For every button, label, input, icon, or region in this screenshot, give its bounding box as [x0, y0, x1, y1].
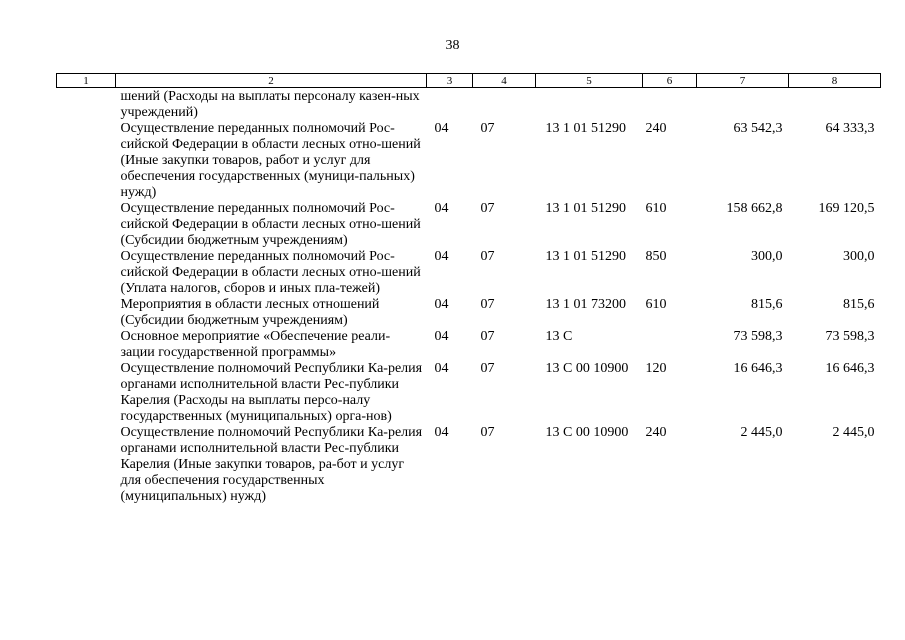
expense-name: Осуществление переданных полномочий Рос-сийской Федерации в области лесных отно-шений (Уплата налогов, сборов и иных пла-тежей) [120, 249, 421, 296]
amount-col7: 815,6 [751, 297, 783, 312]
expense-name: Осуществление полномочий Республики Ка-релия органами исполнительной власти Рес-публики Карелия (Иные закупки товаров, ра-бот и услуг для обеспечения государственных (муниципальных) нужд) [120, 425, 423, 504]
table-row [57, 297, 881, 329]
column-header: 4 [473, 74, 536, 88]
table-row [57, 425, 881, 505]
column-header: 5 [536, 74, 643, 88]
amount-col7 [697, 88, 789, 122]
cell-col1 [57, 249, 116, 297]
cell-col1 [57, 121, 116, 201]
table-row [57, 88, 881, 122]
column-header: 3 [427, 74, 473, 88]
subsection-code: 07 [480, 297, 495, 312]
expense-name: Осуществление переданных полномочий Рос-сийской Федерации в области лесных отно-шений (Иные закупки товаров, работ и услуг для обеспечения государственных (муници-пальных) нужд) [120, 121, 421, 200]
amount-col8: 64 333,3 [825, 121, 875, 136]
column-header: 6 [643, 74, 697, 88]
amount-col7: 2 445,0 [740, 425, 783, 440]
amount-col8: 2 445,0 [832, 425, 875, 440]
subsection-code: 07 [480, 121, 495, 136]
subsection-code: 07 [480, 361, 495, 376]
section-code: 04 [434, 201, 449, 216]
amount-col7: 73 598,3 [733, 329, 783, 344]
expense-name: Осуществление переданных полномочий Рос-сийской Федерации в области лесных отно-шений (Субсидии бюджетным учреждениям) [120, 201, 421, 248]
expense-type-code: 120 [645, 361, 667, 376]
column-header: 1 [57, 74, 116, 88]
table-row [57, 361, 881, 425]
column-header: 7 [697, 74, 789, 88]
expense-type-code: 610 [645, 201, 667, 216]
budget-table [56, 73, 881, 505]
subsection-code: 07 [480, 329, 495, 344]
target-article-code [536, 88, 643, 122]
expense-name: шений (Расходы на выплаты персоналу казен-ных учреждений) [120, 89, 420, 120]
target-article-code: 13 1 01 73200 [545, 297, 626, 312]
subsection-code: 07 [480, 249, 495, 264]
section-code: 04 [434, 249, 449, 264]
table-row [57, 329, 881, 361]
cell-col1 [57, 201, 116, 249]
amount-col8: 169 120,5 [818, 201, 875, 216]
table-row [57, 201, 881, 249]
amount-col8: 73 598,3 [825, 329, 875, 344]
expense-type-code [643, 88, 697, 122]
target-article-code: 13 С [545, 329, 573, 344]
amount-col8: 815,6 [843, 297, 875, 312]
section-code: 04 [434, 297, 449, 312]
target-article-code: 13 1 01 51290 [545, 249, 626, 264]
page-number: 38 [445, 38, 460, 53]
amount-col8: 300,0 [843, 249, 875, 264]
target-article-code: 13 1 01 51290 [545, 121, 626, 136]
section-code: 04 [434, 121, 449, 136]
table-row [57, 121, 881, 201]
amount-col8: 16 646,3 [825, 361, 875, 376]
expense-name: Основное мероприятие «Обеспечение реали-зации государственной программы» [120, 329, 391, 360]
amount-col8 [789, 88, 881, 122]
cell-col1 [57, 329, 116, 361]
expense-name: Осуществление полномочий Республики Ка-релия органами исполнительной власти Рес-публики Карелия (Расходы на выплаты персо-налу государственных (муниципальных) орга-нов) [120, 361, 423, 424]
target-article-code: 13 С 00 10900 [545, 361, 629, 376]
expense-type-code: 240 [645, 121, 667, 136]
cell-col1 [57, 297, 116, 329]
section-code: 04 [434, 329, 449, 344]
amount-col7: 63 542,3 [733, 121, 783, 136]
table-row [57, 249, 881, 297]
expense-type-code [643, 329, 697, 361]
section-code: 04 [434, 425, 449, 440]
amount-col7: 158 662,8 [726, 201, 783, 216]
header-row [57, 74, 881, 88]
section-code [427, 88, 473, 122]
section-code: 04 [434, 361, 449, 376]
amount-col7: 300,0 [751, 249, 783, 264]
cell-col1 [57, 425, 116, 505]
subsection-code: 07 [480, 201, 495, 216]
target-article-code: 13 С 00 10900 [545, 425, 629, 440]
expense-type-code: 240 [645, 425, 667, 440]
cell-col1 [57, 88, 116, 122]
column-header: 8 [789, 74, 881, 88]
amount-col7: 16 646,3 [733, 361, 783, 376]
column-header: 2 [116, 74, 427, 88]
expense-name: Мероприятия в области лесных отношений (Субсидии бюджетным учреждениям) [120, 297, 380, 328]
expense-type-code: 850 [645, 249, 667, 264]
cell-col1 [57, 361, 116, 425]
target-article-code: 13 1 01 51290 [545, 201, 626, 216]
subsection-code: 07 [480, 425, 495, 440]
expense-type-code: 610 [645, 297, 667, 312]
subsection-code [473, 88, 536, 122]
